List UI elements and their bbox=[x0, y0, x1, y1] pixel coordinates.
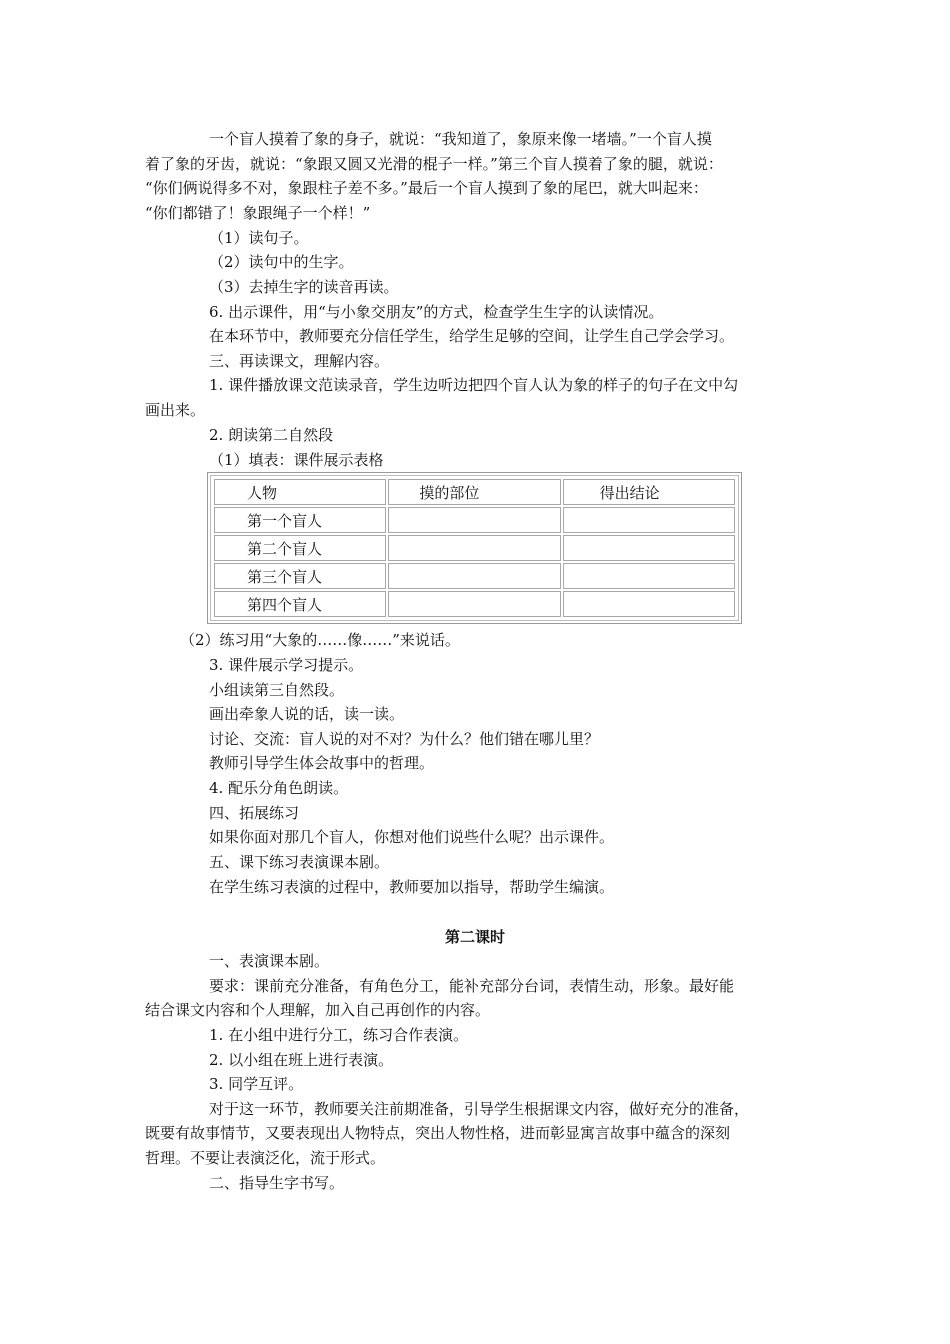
step-line: 在学生练习表演的过程中，教师要加以指导，帮助学生编演。 bbox=[209, 878, 615, 896]
section-heading: 五、课下练习表演课本剧。 bbox=[209, 853, 390, 871]
table-cell bbox=[563, 535, 735, 561]
table-header-cell: 摸的部位 bbox=[388, 479, 560, 505]
table-header-cell: 得出结论 bbox=[563, 479, 735, 505]
table-cell bbox=[563, 563, 735, 589]
table-row bbox=[214, 591, 735, 617]
body-line: 3. 同学互评。 bbox=[209, 1075, 304, 1093]
section-heading: 三、再读课文，理解内容。 bbox=[209, 352, 390, 370]
table-cell: 第三个盲人 bbox=[214, 563, 386, 589]
step-line: 画出牵象人说的话，读一读。 bbox=[209, 705, 405, 723]
table-cell: 第四个盲人 bbox=[214, 591, 386, 617]
step-line: 小组读第三自然段。 bbox=[209, 681, 345, 699]
step-line: 2. 朗读第二自然段 bbox=[209, 426, 334, 444]
step-line: 3. 课件展示学习提示。 bbox=[209, 656, 364, 674]
step-line: 4. 配乐分角色朗读。 bbox=[209, 779, 349, 797]
step-line: 6. 出示课件，用“与小象交朋友”的方式，检查学生生字的认读情况。 bbox=[209, 303, 664, 321]
step-line: 讨论、交流：盲人说的对不对？为什么？他们错在哪儿里？ bbox=[209, 730, 600, 748]
step-line: 教师引导学生体会故事中的哲理。 bbox=[209, 754, 435, 772]
step-line: 在本环节中，教师要充分信任学生，给学生足够的空间，让学生自己学会学习。 bbox=[209, 327, 735, 345]
table-cell bbox=[388, 591, 560, 617]
section-heading: 四、拓展练习 bbox=[209, 804, 300, 822]
table-cell: 第二个盲人 bbox=[214, 535, 386, 561]
table-row bbox=[214, 563, 735, 589]
section-heading: 一、表演课本剧。 bbox=[209, 952, 330, 970]
body-line: 2. 以小组在班上进行表演。 bbox=[209, 1051, 394, 1069]
table-cell bbox=[563, 591, 735, 617]
step-line: （2）读句中的生字。 bbox=[209, 253, 354, 271]
body-line: 对于这一环节，教师要关注前期准备，引导学生根据课文内容，做好充分的准备， bbox=[209, 1100, 750, 1118]
table-header-row bbox=[214, 479, 735, 505]
table-header-cell: 人物 bbox=[214, 479, 386, 505]
step-line: 1. 课件播放课文范读录音，学生边听边把四个盲人认为象的样子的句子在文中勾 bbox=[209, 376, 739, 394]
body-line: 哲理。不要让表演泛化，流于形式。 bbox=[145, 1149, 386, 1167]
quote-line: 着了象的牙齿，就说：“象跟又圆又光滑的棍子一样。”第三个盲人摸着了象的腿，就说： bbox=[145, 155, 723, 173]
step-line: （1）填表：课件展示表格 bbox=[209, 451, 384, 469]
quote-line: “你们都错了！象跟绳子一个样！” bbox=[145, 204, 371, 222]
step-line: 画出来。 bbox=[145, 401, 206, 419]
quote-line: 一个盲人摸着了象的身子，就说：“我知道了，象原来像一堵墙。”一个盲人摸 bbox=[209, 130, 712, 148]
body-line: 既要有故事情节，又要表现出人物特点，突出人物性格，进而彰显寓言故事中蕴含的深刻 bbox=[145, 1124, 731, 1142]
quote-line: “你们俩说得多不对，象跟柱子差不多。”最后一个盲人摸到了象的尾巴，就大叫起来： bbox=[145, 179, 708, 197]
table-row bbox=[214, 507, 735, 533]
step-line: （2）练习用“大象的……像……”来说话。 bbox=[180, 631, 460, 649]
table-cell bbox=[563, 507, 735, 533]
step-line: （1）读句子。 bbox=[209, 229, 309, 247]
table-row bbox=[214, 535, 735, 561]
step-line: 如果你面对那几个盲人，你想对他们说些什么呢？出示课件。 bbox=[209, 828, 615, 846]
step-line: （3）去掉生字的读音再读。 bbox=[209, 278, 399, 296]
section-heading: 二、指导生字书写。 bbox=[209, 1174, 345, 1192]
table-cell bbox=[388, 563, 560, 589]
table-cell: 第一个盲人 bbox=[214, 507, 386, 533]
section-title: 第二课时 bbox=[444, 928, 505, 946]
body-line: 要求：课前充分准备，有角色分工，能补充部分台词，表情生动，形象。最好能 bbox=[209, 977, 735, 995]
table-cell bbox=[388, 507, 560, 533]
exercise-table bbox=[207, 472, 742, 624]
body-line: 1. 在小组中进行分工，练习合作表演。 bbox=[209, 1026, 469, 1044]
table-cell bbox=[388, 535, 560, 561]
body-line: 结合课文内容和个人理解，加入自己再创作的内容。 bbox=[145, 1001, 491, 1019]
